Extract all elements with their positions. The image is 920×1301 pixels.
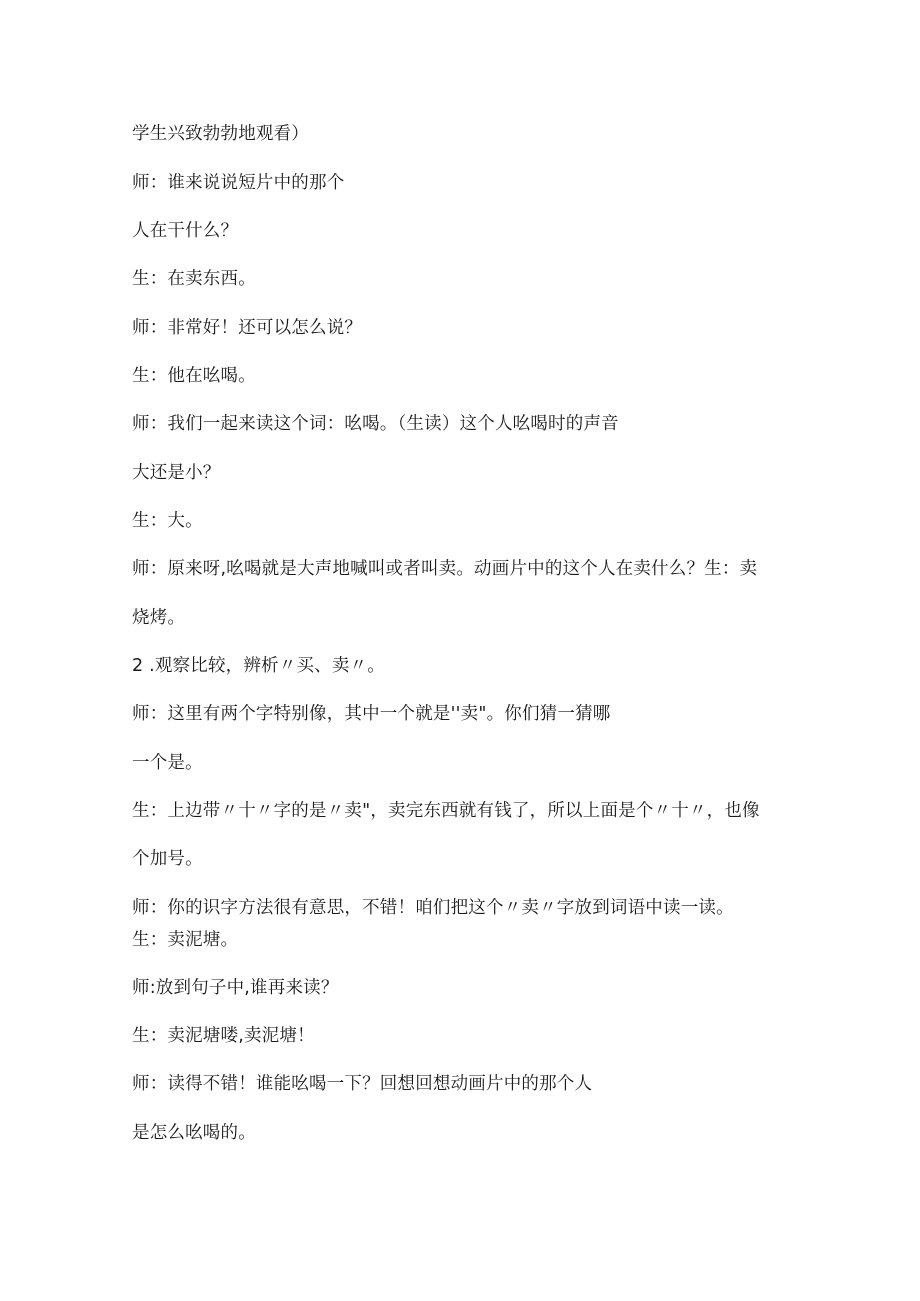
text-line: 师：非常好！还可以怎么说？ [132, 318, 363, 338]
text-line: 师：这里有两个字特别像，其中一个就是''卖"。你们猜一猜哪 [132, 704, 611, 724]
text-line: 一个是。 [132, 753, 203, 773]
text-line: 生：卖泥塘。 [132, 930, 239, 950]
text-line: 生：在卖东西。 [132, 269, 256, 289]
text-line: 师：原来呀,吆喝就是大声地喊叫或者叫卖。动画片中的这个人在卖什么？生：卖 [132, 559, 758, 579]
text-line: 师:放到句子中,谁再来读？ [132, 978, 339, 998]
text-line: 生：上边带〃十〃字的是〃卖"，卖完东西就有钱了，所以上面是个〃十〃，也像 [132, 801, 760, 821]
text-line: 大还是小？ [132, 463, 221, 483]
text-line: 学生兴致勃勃地观看） [132, 124, 309, 144]
text-line: 师：谁来说说短片中的那个 [132, 173, 345, 193]
text-line: 烧烤。 [132, 608, 186, 628]
text-line: 生：卖泥塘喽,卖泥塘！ [132, 1026, 315, 1046]
text-line: 2 .观察比较，辨析〃买、卖〃。 [132, 656, 385, 676]
text-line: 师：我们一起来读这个词：吆喝。（生读）这个人吆喝时的声音 [132, 414, 619, 434]
text-line: 师：你的识字方法很有意思，不错！咱们把这个〃卖〃字放到词语中读一读。 [132, 898, 734, 918]
text-line: 是怎么吆喝的。 [132, 1123, 256, 1143]
text-line: 个加号。 [132, 849, 203, 869]
text-line: 人在干什么？ [132, 221, 239, 241]
text-line: 生：他在吆喝。 [132, 366, 256, 386]
text-line: 师：读得不错！谁能吆喝一下？回想回想动画片中的那个人 [132, 1074, 593, 1094]
text-line: 生：大。 [132, 511, 203, 531]
